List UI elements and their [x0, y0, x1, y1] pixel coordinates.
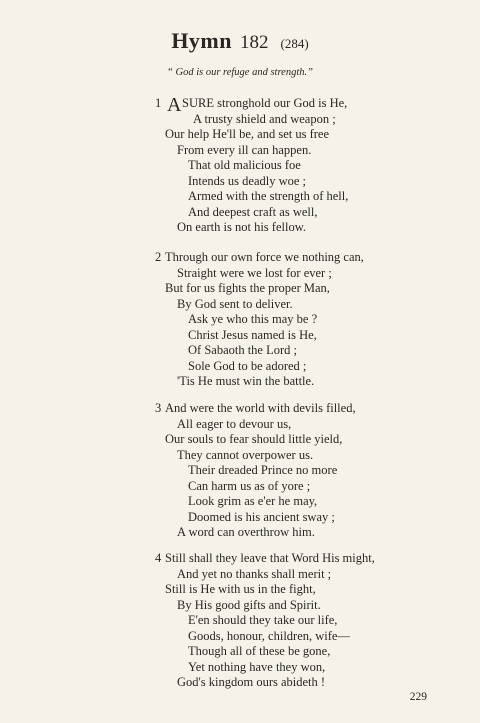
verse-line: From every ill can happen. [177, 142, 312, 157]
drop-cap: A [167, 94, 182, 116]
verse-line: Still is He with us in the fight, [165, 582, 316, 596]
verse-line: Look grim as e'er he may, [188, 494, 318, 508]
verse-line: And yet no thanks shall merit ; [177, 566, 332, 581]
verse-line: By His good gifts and Spirit. [177, 597, 321, 612]
verse-line: By God sent to deliver. [177, 296, 293, 311]
verse-line: And deepest craft as well, [188, 204, 318, 219]
verse-line: Their dreaded Prince no more [188, 463, 338, 477]
verse-line: SURE stronghold our God is He, [182, 96, 348, 110]
verse-line: They cannot overpower us. [177, 447, 314, 462]
verse-line: Christ Jesus named is He, [188, 327, 317, 342]
verse-line: A trusty shield and weapon ; [193, 111, 336, 126]
verse-line: Through our own force we nothing can, [165, 250, 364, 264]
verse-line: Still shall they leave that Word His might, [165, 551, 375, 565]
verse-number: 4 [155, 551, 162, 565]
verse-number: 3 [155, 401, 162, 415]
verse-line: Sole God to be adored ; [188, 358, 307, 373]
verse-line: Of Sabaoth the Lord ; [188, 343, 298, 357]
verse-line: That old malicious foe [188, 158, 301, 172]
verse-line: Our help He'll be, and set us free [165, 127, 330, 141]
verse-line: Our souls to fear should little yield, [165, 432, 343, 446]
verse-line: Can harm us as of yore ; [188, 478, 311, 493]
verse-line: And were the world with devils filled, [165, 401, 356, 415]
verse-line: Ask ye who this may be ? [188, 312, 318, 326]
verse-line: Goods, honour, children, wife— [188, 628, 350, 643]
verse-number: 2 [155, 250, 162, 264]
page-number: 229 [409, 691, 427, 703]
verse-line: On earth is not his fellow. [177, 220, 307, 234]
hymn-motto: “ God is our refuge and strength.” [167, 67, 313, 78]
hymn-title [0, 28, 480, 54]
verse-line: 'Tis He must win the battle. [177, 374, 315, 388]
hymn-alt-number: (284) [280, 36, 309, 51]
verse-line: A word can overthrow him. [177, 525, 315, 539]
hymn-title-word: Hymn [171, 28, 232, 53]
verse-line: Armed with the strength of hell, [188, 189, 349, 203]
verse-number: 1 [155, 96, 162, 110]
verse-line: Though all of these be gone, [188, 644, 331, 658]
verse-line: All eager to devour us, [177, 416, 292, 431]
verse-line: Straight were we lost for ever ; [177, 265, 332, 280]
verse-line: Doomed is his ancient sway ; [188, 509, 335, 524]
verse-line: But for us fights the proper Man, [165, 281, 330, 295]
hymn-number: 182 [240, 32, 269, 53]
verse-line: God's kingdom ours abideth ! [177, 675, 326, 689]
verse-line: E'en should they take our life, [188, 613, 338, 627]
verse-line: Intends us deadly woe ; [188, 173, 307, 188]
verse-line: Yet nothing have they won, [188, 659, 326, 674]
